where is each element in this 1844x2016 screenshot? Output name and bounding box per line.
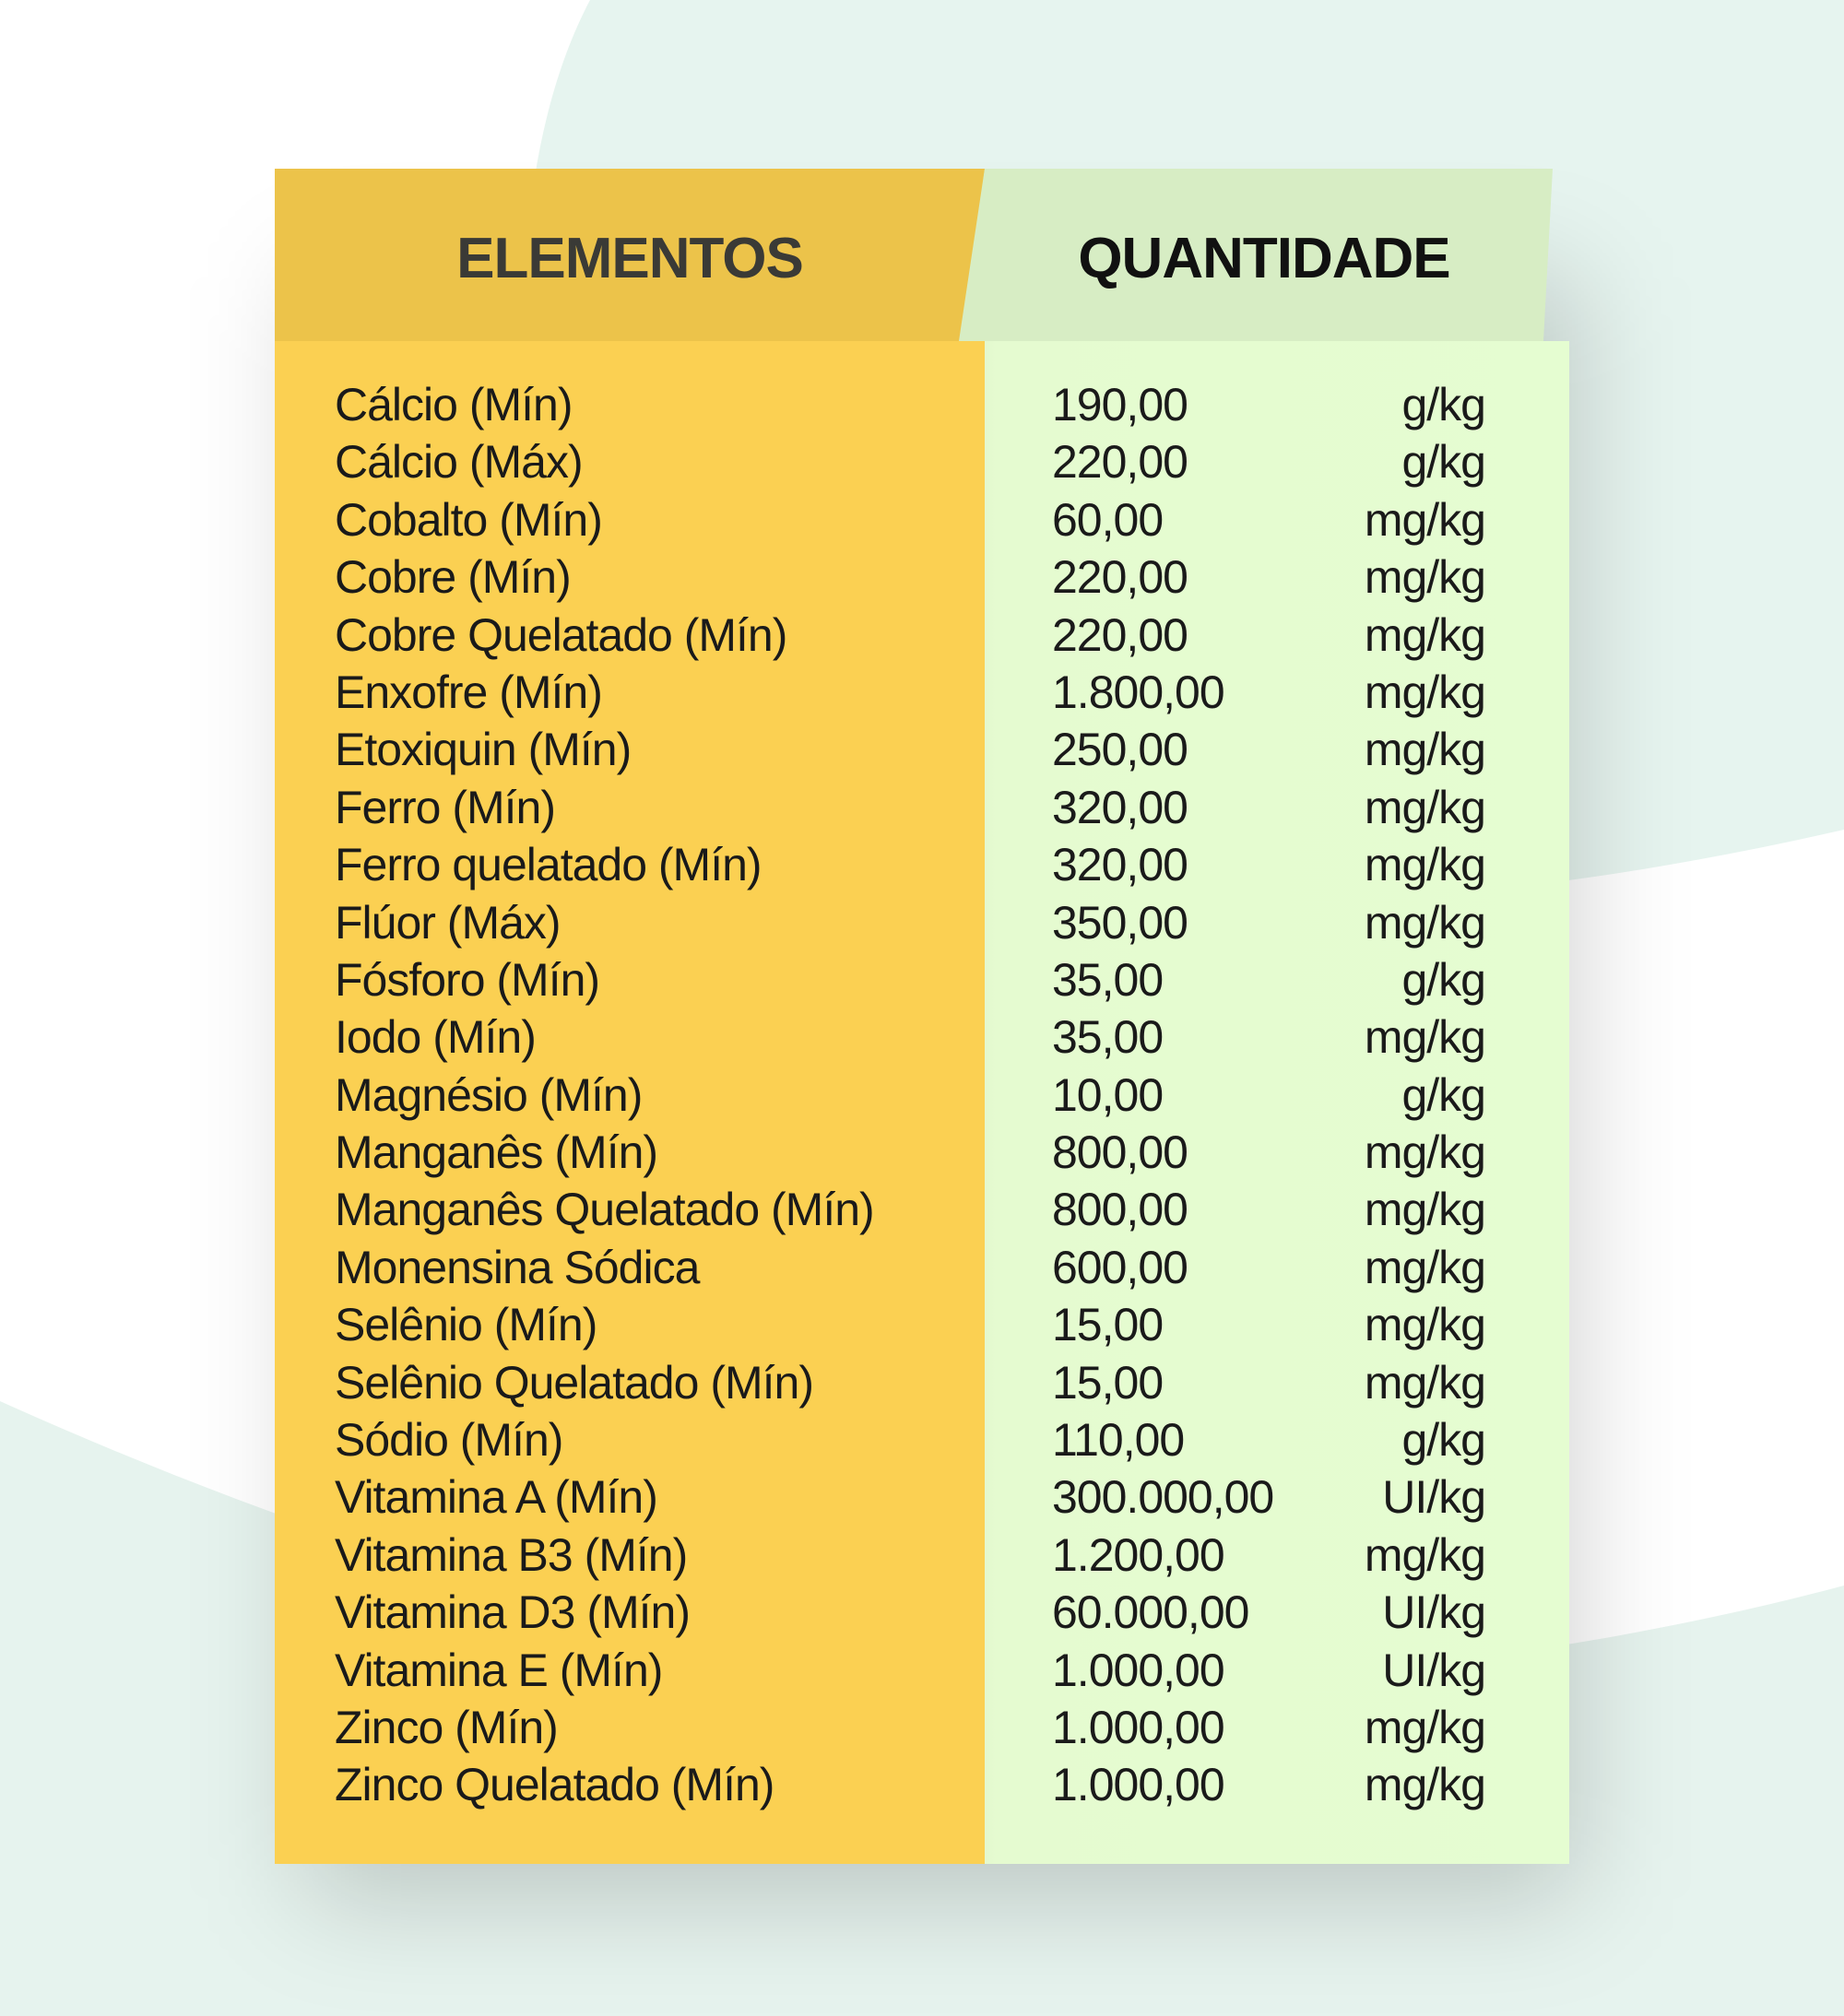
quantity-value: 1.000,00 xyxy=(1052,1644,1224,1696)
quantity-unit: g/kg xyxy=(1401,436,1485,489)
quantity-unit: mg/kg xyxy=(1364,666,1485,718)
quantity-value: 320,00 xyxy=(1052,781,1188,833)
element-name: Cobalto (Mín) xyxy=(335,493,602,546)
table-row xyxy=(275,1296,1569,1353)
element-name: Vitamina B3 (Mín) xyxy=(335,1528,688,1581)
table-row xyxy=(275,1008,1569,1066)
quantity-value: 1.000,00 xyxy=(1052,1701,1224,1753)
table-row xyxy=(275,1527,1569,1584)
quantity-value: 110,00 xyxy=(1052,1414,1185,1467)
table-row xyxy=(275,951,1569,1008)
quantity-unit: g/kg xyxy=(1401,953,1485,1006)
element-name: Vitamina E (Mín) xyxy=(335,1644,663,1696)
quantity-unit: UI/kg xyxy=(1382,1586,1485,1639)
quantity-unit: mg/kg xyxy=(1364,1126,1485,1179)
table-row xyxy=(275,779,1569,836)
element-name: Vitamina A (Mín) xyxy=(335,1471,657,1524)
element-name: Magnésio (Mín) xyxy=(335,1068,643,1121)
quantity-value: 300.000,00 xyxy=(1052,1471,1274,1524)
table-row xyxy=(275,1239,1569,1296)
quantity-unit: mg/kg xyxy=(1364,1011,1485,1064)
quantity-unit: mg/kg xyxy=(1364,1759,1485,1811)
table-row xyxy=(275,664,1569,721)
table-row xyxy=(275,894,1569,951)
table-row xyxy=(275,607,1569,664)
element-name: Vitamina D3 (Mín) xyxy=(335,1586,690,1639)
element-name: Selênio (Mín) xyxy=(335,1299,597,1351)
quantity-unit: mg/kg xyxy=(1364,896,1485,949)
quantity-unit: mg/kg xyxy=(1364,1184,1485,1236)
quantity-unit: mg/kg xyxy=(1364,781,1485,833)
quantity-unit: mg/kg xyxy=(1364,608,1485,661)
table-row xyxy=(275,548,1569,606)
quantity-unit: mg/kg xyxy=(1364,1528,1485,1581)
quantity-value: 35,00 xyxy=(1052,1011,1164,1064)
table-row xyxy=(275,1584,1569,1641)
quantity-unit: g/kg xyxy=(1401,1068,1485,1121)
quantity-unit: mg/kg xyxy=(1364,1241,1485,1293)
element-name: Zinco Quelatado (Mín) xyxy=(335,1759,774,1811)
quantity-value: 1.800,00 xyxy=(1052,666,1224,718)
quantity-value: 350,00 xyxy=(1052,896,1188,949)
element-name: Etoxiquin (Mín) xyxy=(335,724,632,776)
element-name: Monensina Sódica xyxy=(335,1241,700,1293)
quantity-value: 320,00 xyxy=(1052,839,1188,891)
quantity-unit: UI/kg xyxy=(1382,1471,1485,1524)
element-name: Cobre (Mín) xyxy=(335,551,571,604)
element-name: Flúor (Máx) xyxy=(335,896,561,949)
element-name: Enxofre (Mín) xyxy=(335,666,602,718)
quantity-value: 800,00 xyxy=(1052,1184,1188,1236)
element-name: Fósforo (Mín) xyxy=(335,953,600,1006)
quantity-value: 250,00 xyxy=(1052,724,1188,776)
element-name: Iodo (Mín) xyxy=(335,1011,536,1064)
element-name: Ferro (Mín) xyxy=(335,781,555,833)
quantity-value: 220,00 xyxy=(1052,436,1188,489)
quantity-header: QUANTIDADE xyxy=(1078,227,1450,290)
quantity-unit: mg/kg xyxy=(1364,493,1485,546)
quantity-value: 15,00 xyxy=(1052,1299,1164,1351)
table-row xyxy=(275,1067,1569,1124)
element-name: Zinco (Mín) xyxy=(335,1701,558,1753)
quantity-value: 35,00 xyxy=(1052,953,1164,1006)
quantity-value: 1.200,00 xyxy=(1052,1528,1224,1581)
composition-table xyxy=(275,169,1569,1864)
table-row xyxy=(275,836,1569,893)
quantity-value: 60,00 xyxy=(1052,493,1164,546)
element-name: Selênio Quelatado (Mín) xyxy=(335,1356,813,1409)
quantity-value: 60.000,00 xyxy=(1052,1586,1249,1639)
quantity-value: 800,00 xyxy=(1052,1126,1188,1179)
quantity-unit: mg/kg xyxy=(1364,724,1485,776)
element-name: Cobre Quelatado (Mín) xyxy=(335,608,787,661)
quantity-value: 1.000,00 xyxy=(1052,1759,1224,1811)
quantity-value: 600,00 xyxy=(1052,1241,1188,1293)
table-row xyxy=(275,1468,1569,1526)
table-row xyxy=(275,433,1569,490)
quantity-unit: mg/kg xyxy=(1364,839,1485,891)
table-row xyxy=(275,1181,1569,1238)
quantity-value: 220,00 xyxy=(1052,551,1188,604)
table-row xyxy=(275,1124,1569,1181)
table-row xyxy=(275,491,1569,548)
quantity-value: 10,00 xyxy=(1052,1068,1164,1121)
element-name: Manganês (Mín) xyxy=(335,1126,658,1179)
table-row xyxy=(275,1354,1569,1411)
elements-header: ELEMENTOS xyxy=(456,227,803,290)
quantity-value: 190,00 xyxy=(1052,379,1188,430)
table-row xyxy=(275,1642,1569,1699)
quantity-unit: UI/kg xyxy=(1382,1644,1485,1696)
table-row xyxy=(275,721,1569,778)
element-name: Cálcio (Mín) xyxy=(335,379,573,430)
quantity-value: 220,00 xyxy=(1052,608,1188,661)
element-name: Sódio (Mín) xyxy=(335,1414,563,1467)
element-name: Manganês Quelatado (Mín) xyxy=(335,1184,874,1236)
quantity-unit: mg/kg xyxy=(1364,1299,1485,1351)
table-row xyxy=(275,376,1569,433)
quantity-unit: mg/kg xyxy=(1364,1701,1485,1753)
table-row xyxy=(275,1411,1569,1468)
quantity-unit: mg/kg xyxy=(1364,551,1485,604)
quantity-value: 15,00 xyxy=(1052,1356,1164,1409)
quantity-unit: mg/kg xyxy=(1364,1356,1485,1409)
element-name: Cálcio (Máx) xyxy=(335,436,583,489)
table-row xyxy=(275,1756,1569,1813)
quantity-unit: g/kg xyxy=(1401,1414,1485,1467)
quantity-unit: g/kg xyxy=(1401,379,1485,430)
table-body xyxy=(275,376,1569,1814)
table-row xyxy=(275,1699,1569,1756)
element-name: Ferro quelatado (Mín) xyxy=(335,839,762,891)
